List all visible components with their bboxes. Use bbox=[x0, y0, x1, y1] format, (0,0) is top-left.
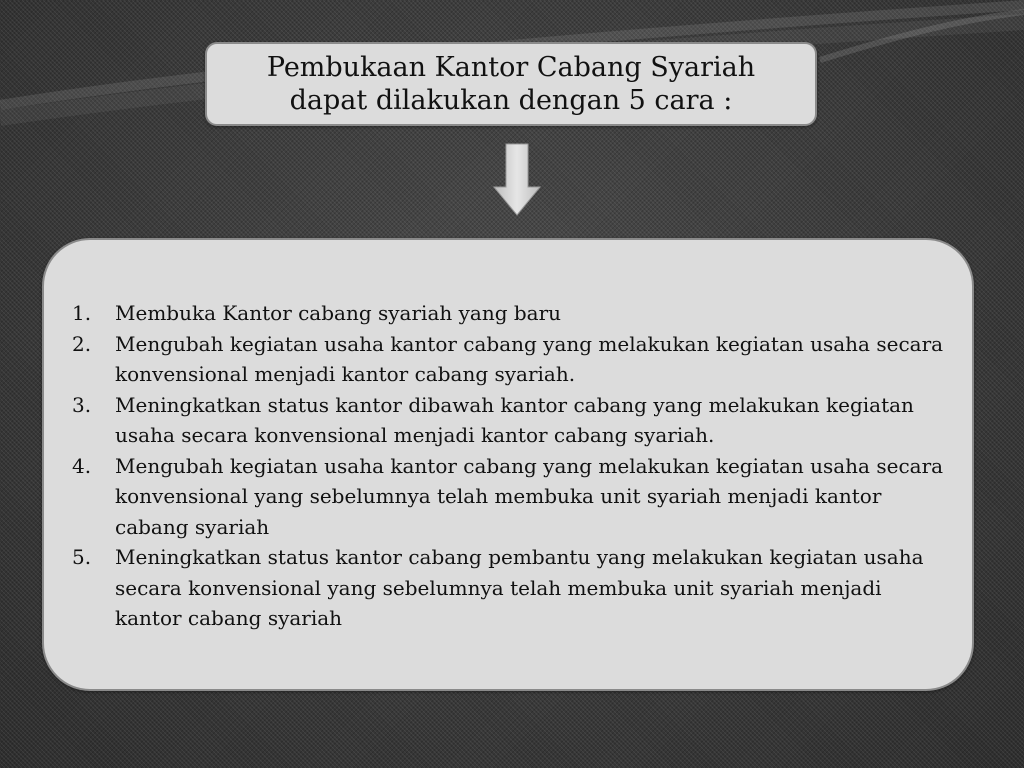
list-number: 1. bbox=[72, 301, 92, 325]
list-text: Mengubah kegiatan usaha kantor cabang yang melakukan kegiatan usaha secara konvensional yang sebelumnya telah membuka unit syariah menjadi kantor cabang syariah bbox=[115, 453, 944, 539]
list-item bbox=[72, 542, 952, 634]
list-item bbox=[72, 298, 952, 329]
list-number: 2. bbox=[72, 331, 92, 356]
list-text: Meningkatkan status kantor dibawah kantor cabang yang melakukan kegiatan usaha secara konvensional menjadi kantor cabang syariah. bbox=[115, 392, 914, 447]
page-title bbox=[267, 51, 755, 117]
list-number: 3. bbox=[72, 392, 92, 417]
list-text: Membuka Kantor cabang syariah yang baru bbox=[115, 301, 562, 325]
title-line-1: Pembukaan Kantor Cabang Syariah bbox=[266, 52, 756, 83]
title-line-2: dapat dilakukan dengan 5 cara : bbox=[289, 85, 733, 116]
list-item bbox=[72, 329, 952, 390]
list-item bbox=[72, 451, 952, 543]
list-text: Meningkatkan status kantor cabang pembantu yang melakukan kegiatan usaha secara konvensional yang sebelumnya telah membuka unit syariah menjadi kantor cabang syariah bbox=[115, 545, 924, 630]
title-box bbox=[205, 42, 817, 126]
content-box bbox=[42, 238, 974, 691]
list-text: Mengubah kegiatan usaha kantor cabang yang melakukan kegiatan usaha secara konvensional menjadi kantor cabang syariah. bbox=[115, 331, 944, 386]
ways-list bbox=[72, 298, 952, 634]
down-arrow-icon bbox=[493, 143, 541, 217]
list-number: 4. bbox=[72, 453, 92, 478]
list-item bbox=[72, 390, 952, 451]
list-number: 5. bbox=[72, 545, 92, 569]
